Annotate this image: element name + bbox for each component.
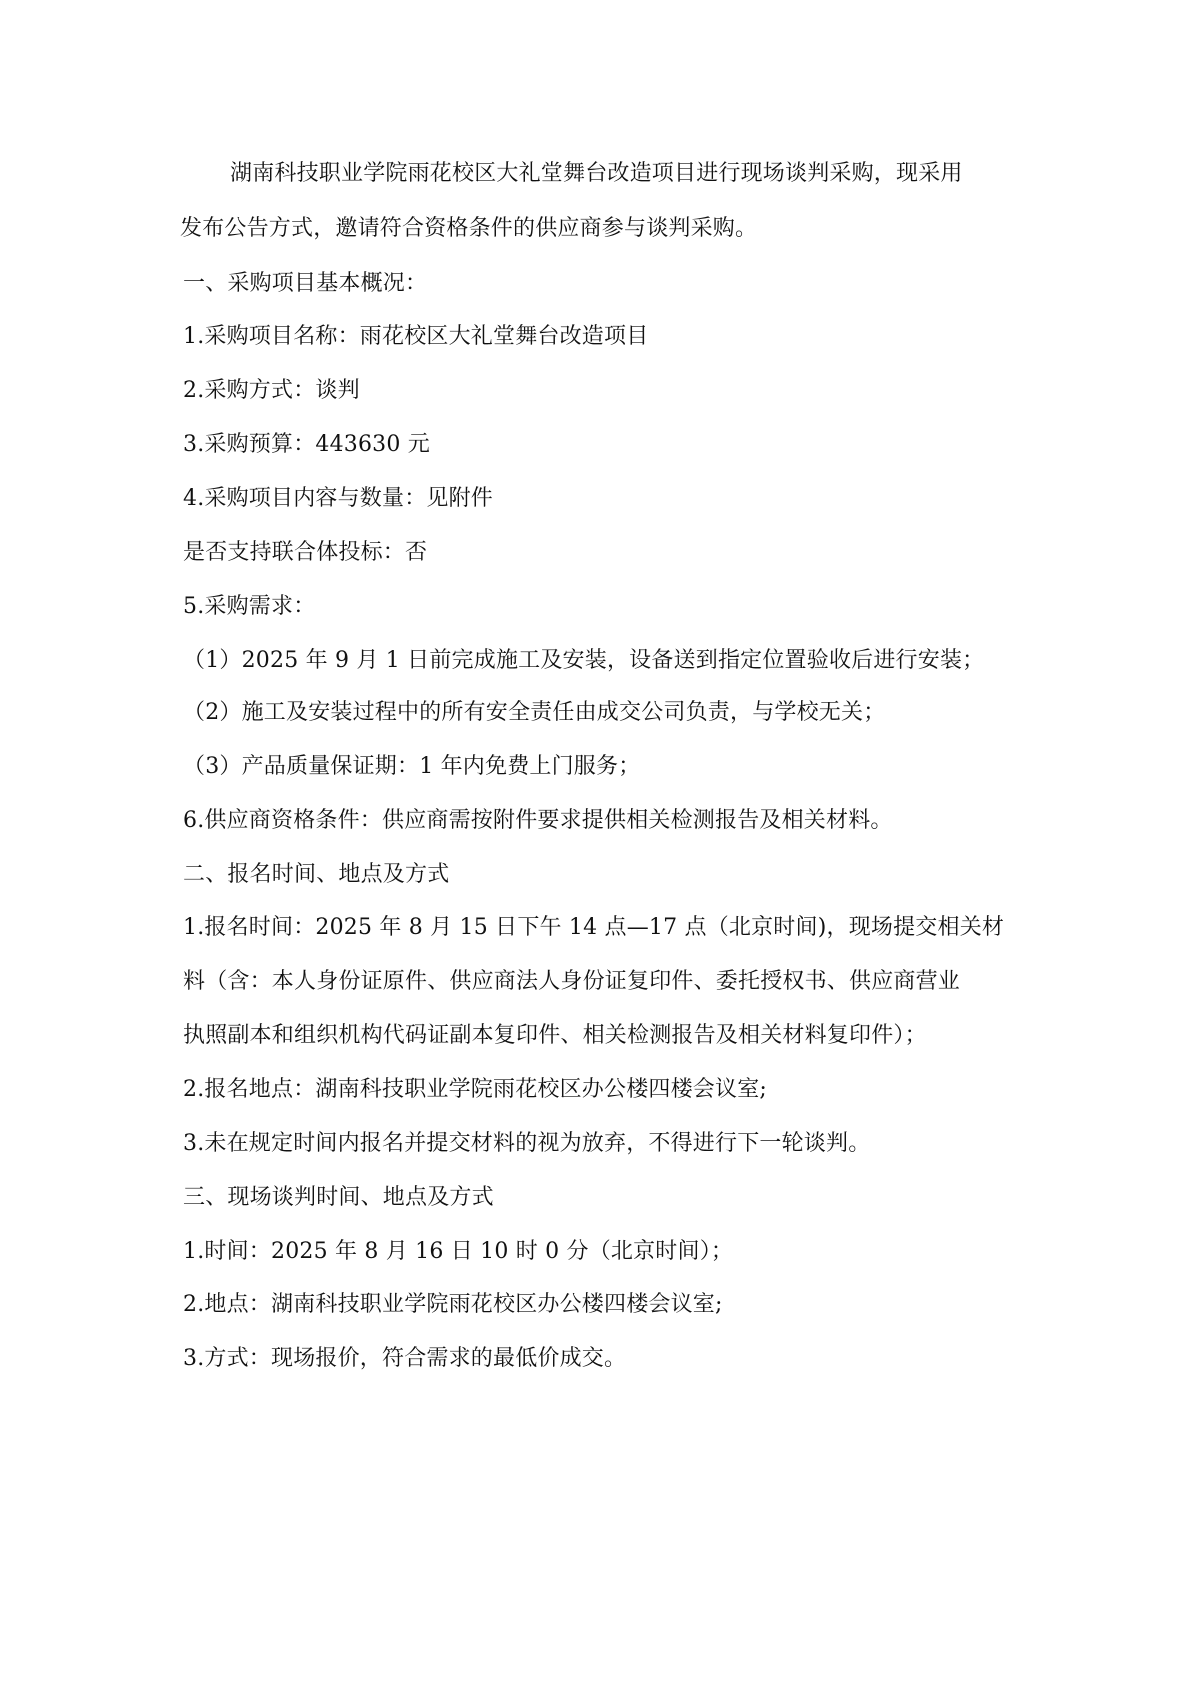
requirement-2: （2）施工及安装过程中的所有安全责任由成交公司负责，与学校无关； <box>183 700 886 725</box>
consortium-bidding: 是否支持联合体投标：否 <box>183 540 428 565</box>
negotiation-method: 3.方式：现场报价，符合需求的最低价成交。 <box>183 1346 627 1371</box>
registration-deadline-note: 3.未在规定时间内报名并提交材料的视为放弃，不得进行下一轮谈判。 <box>183 1131 871 1156</box>
intro-line-2: 发布公告方式，邀请符合资格条件的供应商参与谈判采购。 <box>180 216 758 241</box>
supplier-qualifications: 6.供应商资格条件：供应商需按附件要求提供相关检测报告及相关材料。 <box>183 808 893 833</box>
requirement-3: （3）产品质量保证期：1 年内免费上门服务； <box>183 754 641 779</box>
registration-location: 2.报名地点：湖南科技职业学院雨花校区办公楼四楼会议室; <box>183 1077 768 1102</box>
negotiation-time: 1.时间：2025 年 8 月 16 日 10 时 0 分（北京时间）； <box>183 1239 734 1264</box>
procurement-budget: 3.采购预算：443630 元 <box>183 432 430 457</box>
registration-time-line-1: 1.报名时间：2025 年 8 月 15 日下午 14 点—17 点（北京时间)，现场提交相关材 <box>183 915 1005 940</box>
requirement-1: （1）2025 年 9 月 1 日前完成施工及安装，设备送到指定位置验收后进行安装； <box>183 648 985 673</box>
project-name: 1.采购项目名称：雨花校区大礼堂舞台改造项目 <box>183 324 649 349</box>
procurement-content: 4.采购项目内容与数量：见附件 <box>183 486 493 511</box>
intro-line-1: 湖南科技职业学院雨花校区大礼堂舞台改造项目进行现场谈判采购，现采用 <box>230 161 963 186</box>
section-2-heading: 二、报名时间、地点及方式 <box>183 862 450 887</box>
negotiation-location: 2.地点：湖南科技职业学院雨花校区办公楼四楼会议室; <box>183 1292 723 1317</box>
section-3-heading: 三、现场谈判时间、地点及方式 <box>183 1185 494 1210</box>
section-1-heading: 一、采购项目基本概况： <box>183 271 428 296</box>
procurement-requirements-heading: 5.采购需求： <box>183 594 316 619</box>
procurement-method: 2.采购方式：谈判 <box>183 378 360 403</box>
registration-time-line-3: 执照副本和组织机构代码证副本复印件、相关检测报告及相关材料复印件）； <box>183 1023 927 1048</box>
registration-time-line-2: 料（含：本人身份证原件、供应商法人身份证复印件、委托授权书、供应商营业 <box>183 969 961 994</box>
